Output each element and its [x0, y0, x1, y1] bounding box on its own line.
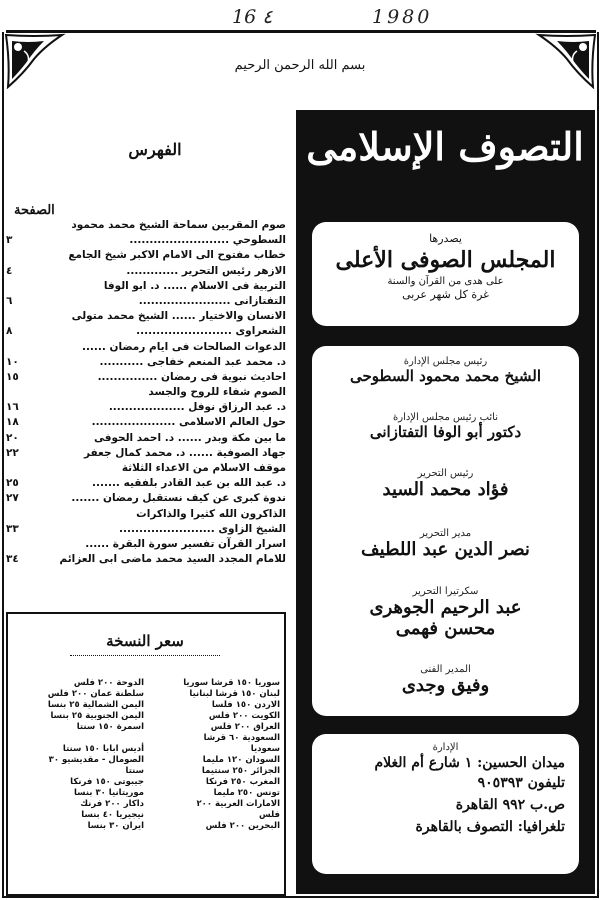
- toc-entry: [6, 491, 286, 506]
- toc-entry: [6, 355, 286, 370]
- price-entry: سعوديا: [250, 744, 280, 754]
- price-entry: سوريا ١٥٠ قرشا سوريا: [183, 678, 280, 688]
- handwritten-issue-number: 16 ٤: [232, 6, 273, 28]
- toc-entry-text: صوم المقربين سماحة الشيخ محمد محمود: [71, 219, 286, 231]
- toc-entry: [6, 461, 286, 476]
- admin-telegraph: تلغرافيا: التصوف بالقاهرة: [415, 819, 565, 835]
- price-entry: الصومال - مقديشيو ٣٠: [48, 755, 144, 765]
- staff-name: محسن فهمى: [395, 618, 496, 639]
- magazine-title: التصوف الإسلامى: [306, 124, 584, 169]
- toc-entry-page: ١٨: [6, 416, 19, 429]
- price-entry: ايران ٣٠ بنسا: [87, 821, 144, 831]
- toc-entry-text: الشعراوى ........................: [136, 325, 286, 338]
- handwritten-year: 1980: [372, 6, 433, 28]
- toc-entry-page: ١٠: [6, 355, 19, 368]
- staff-name: وفيق وجدى: [401, 675, 490, 696]
- price-entry: اليمن الجنوبية ٢٥ بنسا: [50, 711, 144, 721]
- admin-pobox: ص.ب ٩٩٢ القاهرة: [455, 797, 565, 813]
- price-entry: لبنان ١٥٠ قرشا لبنانيا: [189, 689, 280, 699]
- toc-entry: [6, 446, 286, 461]
- staff-name: عبد الرحيم الجوهرى: [369, 597, 522, 618]
- staff-art-director: [312, 664, 579, 696]
- price-entry: الامارات العربية ٢٠٠: [196, 799, 280, 809]
- toc-entry-page: ٢٢: [6, 446, 19, 459]
- toc-entry-text: موقف الاسلام من الاعداء الثلاثة: [121, 462, 286, 474]
- staff-role: المدير الفنى: [420, 664, 471, 675]
- toc-entry: [6, 279, 286, 294]
- toc-entry: [6, 218, 286, 233]
- toc-entry: [6, 552, 286, 567]
- price-entry: السعودية ٦٠ قرشا: [203, 733, 280, 743]
- price-entry: [14, 733, 144, 744]
- price-entry: الاردن ١٥٠ فلسا: [211, 700, 280, 710]
- price-list-right: [150, 678, 280, 832]
- administration-card: [312, 734, 579, 874]
- bottom-border: [2, 896, 599, 898]
- toc-entry-text: حول العالم الاسلامى .....................: [91, 416, 286, 429]
- toc-entry: [6, 340, 286, 355]
- toc-entry-text: الصوم شفاء للروح والجسد: [148, 386, 286, 399]
- price-entry: السودان ١٢٠ مليما: [202, 755, 280, 765]
- toc-entry: [6, 522, 286, 537]
- toc-entry-text: ما بين مكة وبدر ...... د. احمد الحوفى: [93, 431, 286, 444]
- toc-entry-text: الازهر رئيس التحرير .............: [126, 264, 286, 277]
- council-name: المجلس الصوفى الأعلى: [335, 247, 556, 273]
- toc-entry-text: ندوة كبرى عن كيف نستقبل رمضان .......: [71, 492, 286, 505]
- toc-entry-text: للامام المجدد السيد محمد ماضى ابى العزائم: [59, 553, 286, 566]
- price-list-left: [14, 678, 144, 832]
- staff-name: فؤاد محمد السيد: [382, 479, 509, 500]
- toc-entry: [6, 248, 286, 263]
- admin-heading: الإدارة: [432, 742, 459, 753]
- toc-entry-page: ١٦: [6, 401, 19, 414]
- toc-entry: [6, 324, 286, 339]
- toc-entry-page: ٢٧: [6, 492, 19, 505]
- price-entry: سلطنة عمان ٢٠٠ فلس: [47, 689, 144, 699]
- toc-entry-text: الذاكرون الله كثيرا والذاكرات: [136, 507, 286, 520]
- price-entry: المغرب ٢٥٠ فرنكا: [205, 777, 280, 787]
- price-title-rule: [70, 655, 220, 656]
- price-entry: الكويت ٢٠٠ فلس: [208, 711, 280, 721]
- staff-vice-chairman: [312, 412, 579, 441]
- staff-role: نائب رئيس مجلس الإدارة: [393, 412, 498, 423]
- toc-entry-text: الدعوات الصالحات فى ايام رمضان ......: [81, 340, 286, 353]
- toc-entry: [6, 294, 286, 309]
- toc-entry-page: ٣: [6, 234, 13, 247]
- toc-entry-text: خطاب مفتوح الى الامام الاكبر شيخ الجامع: [68, 249, 286, 262]
- toc-entry: [6, 370, 286, 385]
- toc-entry-page: ١٥: [6, 370, 19, 383]
- toc-entry-text: جهاد الصوفية ...... د. محمد كمال جعفر: [83, 446, 286, 459]
- toc-entry-page: ٦: [6, 294, 13, 307]
- toc-entry: [6, 264, 286, 279]
- price-title: سعر النسخة: [106, 632, 184, 650]
- price-entry: الدوحة ٢٠٠ فلس: [73, 678, 144, 688]
- right-border: [597, 32, 599, 896]
- staff-secretaries: [312, 586, 579, 639]
- toc-entry-text: احاديث نبوية فى رمضان ...............: [97, 370, 286, 383]
- toc-entry: [6, 431, 286, 446]
- basmala: بسم الله الرحمن الرحيم: [234, 58, 366, 73]
- toc-entry-text: د. محمد عبد المنعم خفاجى ...........: [99, 355, 286, 368]
- price-entry: اسمرة ١٥٠ سنتا: [76, 722, 144, 732]
- toc-entry-text: السطوحي .........................: [129, 234, 286, 247]
- price-entry: العراق ٢٠٠ فلس: [210, 722, 280, 732]
- staff-name: دكتور أبو الوفا التفتازانى: [369, 423, 522, 441]
- staff-card: [312, 346, 579, 716]
- table-of-contents: [6, 218, 286, 567]
- toc-entry: [6, 415, 286, 430]
- toc-entry: [6, 537, 286, 552]
- toc-entry-text: الانسان والاختيار ...... الشيخ محمد متولى: [71, 310, 286, 323]
- left-border: [2, 32, 4, 896]
- issued-by: يصدرها: [429, 232, 462, 245]
- toc-entry-text: التربية فى الاسلام ...... د. ابو الوفا: [103, 279, 286, 292]
- toc-entry-page: ٣٤: [6, 553, 19, 566]
- toc-entry-text: الشيخ الزاوى ........................: [119, 522, 286, 535]
- corner-ornament-left-icon: [4, 33, 66, 89]
- admin-phone: تليفون ٩٠٥٣٩٣: [477, 775, 565, 791]
- admin-address: ميدان الحسين: ١ شارع أم الغلام: [374, 755, 565, 771]
- toc-entry: [6, 400, 286, 415]
- toc-entry-text: التفتازانى .......................: [138, 294, 286, 307]
- staff-role: مدير التحرير: [419, 528, 472, 539]
- toc-entry: [6, 309, 286, 324]
- price-entry: داكار ٢٠٠ فرنك: [80, 799, 144, 809]
- price-entry: سنتا: [125, 766, 144, 776]
- publisher-card: [312, 222, 579, 326]
- toc-entry-text: د. عبد الله بن عبد القادر بلفقيه .......: [92, 477, 286, 490]
- corner-ornament-right-icon: [535, 33, 597, 89]
- price-entry: نيجيريا ٤٠ بنسا: [81, 810, 144, 820]
- staff-managing-editor: [312, 528, 579, 560]
- motto: على هدى من القرآن والسنة: [387, 276, 504, 287]
- staff-role: سكرتيرا التحرير: [412, 586, 479, 597]
- toc-entry-page: ٨: [6, 325, 13, 338]
- toc-entry: [6, 233, 286, 248]
- staff-chairman: [312, 356, 579, 385]
- toc-title: الفهرس: [128, 140, 182, 159]
- staff-role: رئيس التحرير: [417, 468, 474, 479]
- toc-entry-page: ٢٠: [6, 431, 19, 444]
- price-entry: فلس: [258, 810, 280, 820]
- frequency: غرة كل شهر عربى: [402, 288, 489, 301]
- toc-page-header: الصفحة: [14, 203, 55, 218]
- toc-entry: [6, 476, 286, 491]
- price-entry: أدیس ابابا ١٥٠ سنتا: [62, 744, 144, 754]
- price-entry: جيبوتى ١٥٠ فرنكا: [70, 777, 144, 787]
- toc-entry-page: ٤: [6, 264, 13, 277]
- toc-entry: [6, 385, 286, 400]
- toc-entry-text: اسرار القرآن تفسير سورة البقرة ......: [85, 537, 286, 550]
- staff-role: رئيس مجلس الإدارة: [403, 356, 488, 367]
- toc-entry: [6, 507, 286, 522]
- toc-entry-page: ٢٥: [6, 477, 19, 490]
- price-entry: اليمن الشمالية ٢٥ بنسا: [47, 700, 144, 710]
- price-entry: الجزائر ٢٥٠ سنتيما: [201, 766, 280, 776]
- staff-name: الشيخ محمد محمود السطوحى: [349, 367, 542, 385]
- price-entry: موريتانيا ٣٠ بنسا: [73, 788, 144, 798]
- staff-name: نصر الدين عبد اللطيف: [361, 539, 530, 560]
- top-rule: [6, 30, 596, 33]
- staff-editor-in-chief: [312, 468, 579, 500]
- price-entry: البحرين ٢٠٠ فلس: [205, 821, 280, 831]
- toc-entry-page: ٣٣: [6, 522, 19, 535]
- toc-entry-text: د. عبد الرزاق نوفل ...................: [108, 401, 286, 414]
- price-entry: تونس ٢٥٠ مليما: [213, 788, 280, 798]
